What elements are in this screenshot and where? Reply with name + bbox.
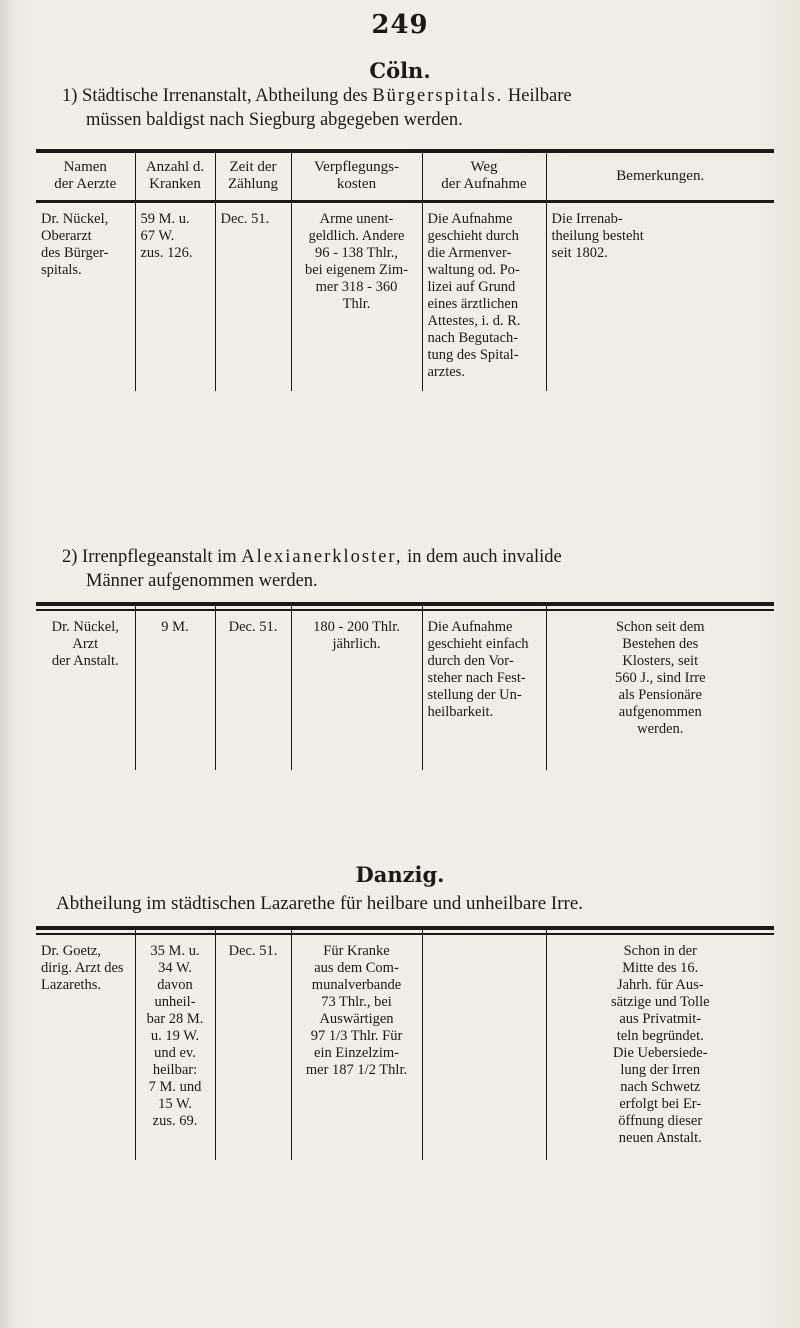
section-1-number: 1) — [62, 86, 78, 106]
cell-time: Dec. 51. — [215, 934, 291, 1160]
cell-count: 59 M. u. 67 W. zus. 126. — [135, 201, 215, 391]
section-2-intro — [62, 545, 782, 593]
header-cost: Verpflegungs- kosten — [291, 151, 422, 201]
cell-time: Dec. 51. — [215, 201, 291, 391]
section-1-line-2: müssen baldigst nach Siegburg abgegeben werden. — [86, 110, 463, 130]
cell-count: 35 M. u. 34 W. davon unheil- bar 28 M. u. 19 W. und ev. heilbar: 7 M. und 15 W. zus. 69. — [135, 934, 215, 1160]
table-header-row — [36, 151, 774, 201]
table-coeln-alexianerkloster — [36, 602, 774, 770]
cell-name: Dr. Nückel, Oberarzt des Bürger- spitals. — [41, 210, 109, 278]
table-row — [36, 610, 774, 770]
section-2-number: 2) — [62, 547, 78, 567]
cell-name: Dr. Goetz, dirig. Arzt des Lazareths. — [41, 943, 124, 993]
section-2-line-1: 2) Irrenpflegeanstalt im Alexianerkloster, in dem auch invalide — [62, 547, 562, 567]
cell-way: Die Aufnahme geschieht durch die Armenver- waltung od. Po- lizei auf Grund eines ärztlichen Attestes, i. d. R. nach Begutach- tung des Spital- arztes. — [422, 201, 546, 391]
section-2-line-2: Männer aufgenommen werden. — [86, 571, 318, 591]
cell-time: Dec. 51. — [215, 610, 291, 770]
page-number: 249 — [371, 10, 429, 40]
header-time: Zeit der Zählung — [215, 151, 291, 201]
city-heading-coeln: Cöln. — [369, 58, 431, 83]
table-danzig-lazareth — [36, 926, 774, 1160]
cell-name: Dr. Nückel, Arzt der Anstalt. — [51, 619, 119, 669]
header-remarks: Bemerkungen. — [546, 151, 774, 201]
header-count: Anzahl d. Kranken — [135, 151, 215, 201]
header-way: Weg der Aufnahme — [422, 151, 546, 201]
cell-remarks: Die Irrenab- theilung besteht seit 1802. — [546, 201, 774, 391]
section-1-intro — [62, 84, 782, 132]
cell-count: 9 M. — [135, 610, 215, 770]
section-3-intro: Abtheilung im städtischen Lazarethe für heilbare und unheilbare Irre. — [56, 893, 584, 914]
cell-remarks: Schon seit dem Bestehen des Klosters, seit 560 J., sind Irre als Pensionäre aufgenommen werden. — [546, 610, 774, 770]
cell-way: Die Aufnahme geschieht einfach durch den Vor- steher nach Fest- stellung der Un- heilbarkeit. — [422, 610, 546, 770]
cell-remarks: Schon in der Mitte des 16. Jahrh. für Aus- sätzige und Tolle aus Privatmit- teln begründet. Die Uebersiede- lung der Irren nach Schwetz erfolgt bei Er- öffnung dieser neuen Anstalt. — [546, 934, 774, 1160]
header-name: Namen der Aerzte — [36, 151, 135, 201]
table-row — [36, 934, 774, 1160]
table-row — [36, 201, 774, 391]
section-1-line-1: 1) Städtische Irrenanstalt, Abtheilung des Bürgerspitals. Heilbare — [62, 86, 572, 106]
table-coeln-buergerspital — [36, 149, 774, 391]
cell-cost: Für Kranke aus dem Com- munalverbande 73 Thlr., bei Auswärtigen 97 1/3 Thlr. Für ein Einzelzim- mer 187 1/2 Thlr. — [291, 934, 422, 1160]
cell-way — [422, 934, 546, 1160]
cell-cost: 180 - 200 Thlr. jährlich. — [291, 610, 422, 770]
cell-cost: Arme unent- geldlich. Andere 96 - 138 Thlr., bei eigenem Zim- mer 318 - 360 Thlr. — [291, 201, 422, 391]
city-heading-danzig: Danzig. — [355, 862, 445, 887]
